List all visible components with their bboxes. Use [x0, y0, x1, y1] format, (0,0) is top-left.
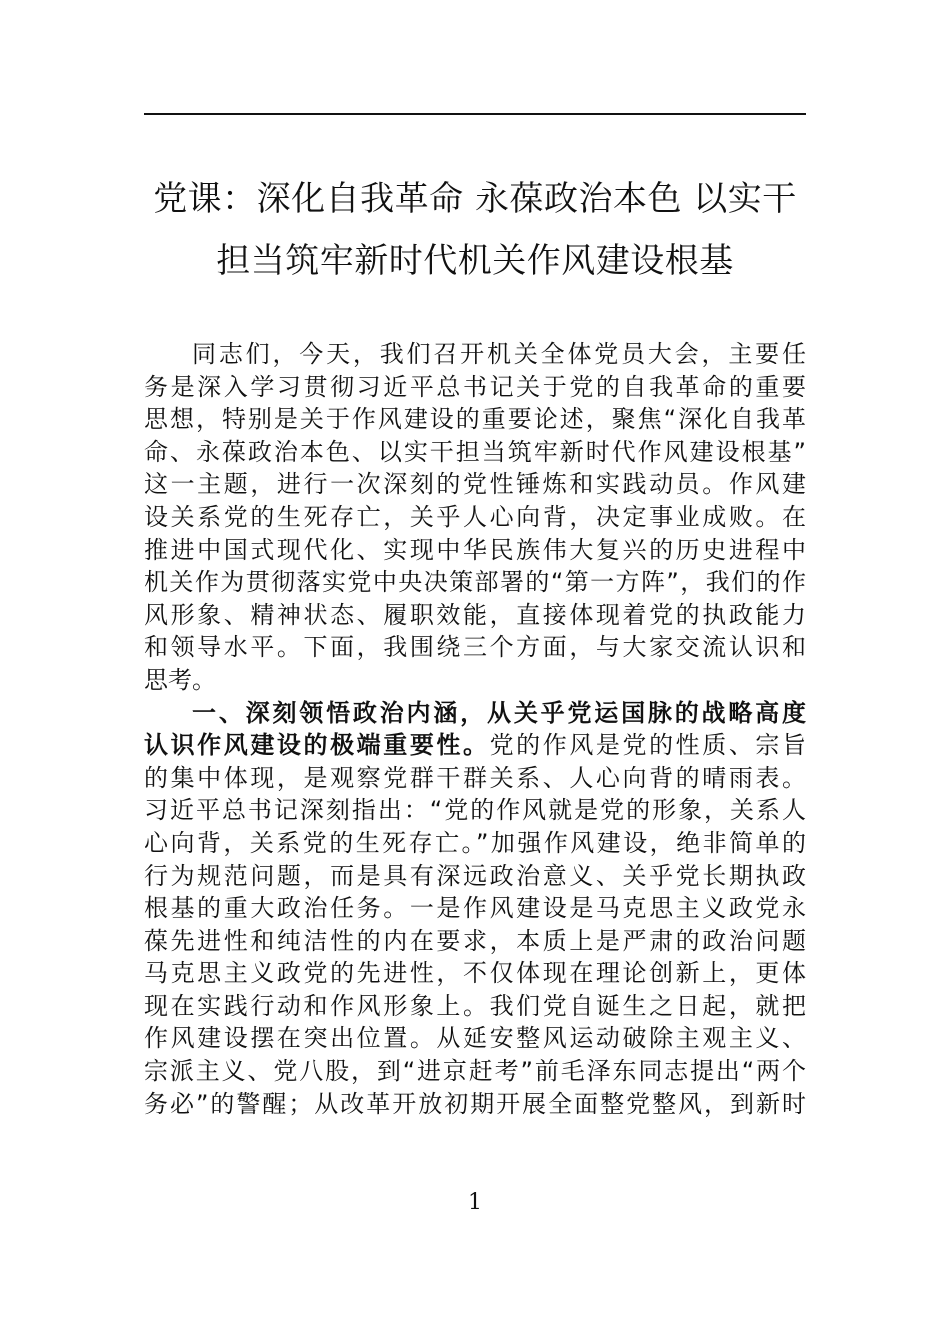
text-line: 思想，特别是关于作风建设的重要论述，聚焦“深化自我革: [144, 405, 806, 434]
text-line: 思考。: [144, 665, 216, 694]
title-line-1: 党课：深化自我革命 永葆政治本色 以实干: [153, 179, 797, 219]
section-heading: 一、深刻领悟政治内涵，从关乎党运国脉的战略高度: [192, 698, 806, 727]
text-line: 的集中体现，是观察党群干群关系、人心向背的晴雨表。: [144, 763, 806, 792]
text-line: 现在实践行动和作风形象上。我们党自诞生之日起，就把: [144, 991, 806, 1020]
section-heading-continued: 认识作风建设的极端重要性。: [144, 731, 490, 760]
paragraph-intro: [144, 338, 806, 697]
text-line: 机关作为贯彻落实党中央决策部署的“第一方阵”，我们的作: [144, 568, 806, 597]
text-line: 这一主题，进行一次深刻的党性锤炼和实践动员。作风建: [144, 470, 806, 499]
text-line: 葆先进性和纯洁性的内在要求，本质上是严肃的政治问题: [144, 926, 806, 955]
text-line: 务必”的警醒；从改革开放初期开展全面整党整风，到新时: [144, 1089, 806, 1118]
text-line: 宗派主义、党八股，到“进京赶考”前毛泽东同志提出“两个: [144, 1057, 806, 1086]
text-line: [144, 729, 806, 762]
text-line: 风形象、精神状态、履职效能，直接体现着党的执政能力: [144, 600, 806, 629]
header-rule: [144, 113, 806, 115]
text-line: 命、永葆政治本色、以实干担当筑牢新时代作风建设根基”: [144, 437, 806, 466]
title-line-2: 担当筑牢新时代机关作风建设根基: [216, 241, 734, 281]
document-body: [144, 338, 806, 1120]
text-line: 行为规范问题，而是具有深远政治意义、关乎党长期执政: [144, 861, 806, 890]
text-line: 根基的重大政治任务。一是作风建设是马克思主义政党永: [144, 894, 806, 923]
text-line: 作风建设摆在突出位置。从延安整风运动破除主观主义、: [144, 1024, 806, 1053]
text-line: 同志们，今天，我们召开机关全体党员大会，主要任: [192, 340, 806, 368]
document-title: [144, 168, 806, 292]
text-line: 和领导水平。下面，我围绕三个方面，与大家交流认识和: [144, 633, 806, 662]
paragraph-section-1: [144, 697, 806, 1121]
text-line: 习近平总书记深刻指出：“党的作风就是党的形象，关系人: [144, 796, 806, 825]
text-line: 推进中国式现代化、实现中华民族伟大复兴的历史进程中: [144, 535, 806, 564]
text-line: 务是深入学习贯彻习近平总书记关于党的自我革命的重要: [144, 372, 806, 401]
text-line: 设关系党的生死存亡，关乎人心向背，决定事业成败。在: [144, 502, 806, 531]
section-text-start: 党的作风是党的性质、宗旨: [489, 731, 807, 760]
text-line: 心向背，关系党的生死存亡。”加强作风建设，绝非简单的: [144, 828, 806, 857]
page-number: 1: [468, 1190, 482, 1215]
text-line: 马克思主义政党的先进性，不仅体现在理论创新上，更体: [144, 959, 806, 988]
